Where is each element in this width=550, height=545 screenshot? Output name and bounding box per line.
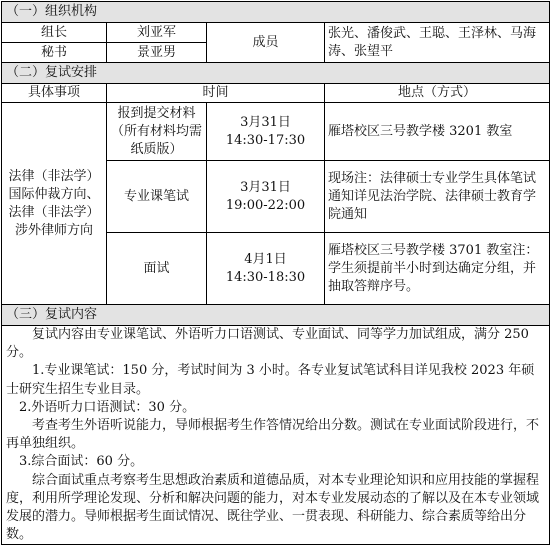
schedule-date: 3月31日 [240, 179, 291, 195]
secretary-label: 秘书 [2, 43, 107, 63]
schedule-item: 报到提交材料（所有材料均需纸质版） [107, 103, 207, 161]
content-paragraph: 2.外语听力口语测试：30 分。 [19, 399, 196, 415]
admission-table [1, 1, 550, 545]
content-paragraph: 综合面试重点考察考生思想政治素质和道德品质，对本专业理论知识和应用技能的掌握程度，利用所学理论发现、分析和解决问题的能力，对本专业发展动态的了解以及在本专业领域发展的潜力。导师根据考生面试情况、既往学业、一贯表现、科研能力、综合素质等给出分数。 [6, 472, 540, 543]
secretary-name: 景亚男 [107, 43, 207, 63]
content-paragraph: 考查考生外语听说能力，导师根据考生作答情况给出分数。测试在专业面试阶段进行，不再单独组织。 [6, 418, 540, 452]
schedule-place: 雁塔校区三号教学楼 3701 教室注：学生须提前半小时到达确定分组，并抽取答辩序号。 [325, 233, 550, 305]
content-paragraph: 复试内容由专业课笔试、外语听力口语测试、专业面试、同等学力加试组成，满分 250 分。 [6, 327, 529, 361]
schedule-item: 专业课笔试 [107, 161, 207, 233]
schedule-date: 3月31日 [240, 114, 291, 130]
leader-label: 组长 [2, 23, 107, 43]
col-header-time: 时间 [107, 84, 325, 103]
section-content-title: （三）复试内容 [2, 305, 550, 326]
schedule-place: 现场注：法律硕士专业学生具体笔试通知详见法治学院、法律硕士教育学院通知 [325, 161, 550, 233]
schedule-place: 雁塔校区三号教学楼 3201 教室 [325, 103, 550, 161]
members-label: 成员 [207, 23, 325, 63]
content-body [2, 326, 550, 545]
schedule-hours: 14:30-18:30 [225, 269, 306, 285]
col-header-item: 具体事项 [2, 84, 107, 103]
schedule-hours: 14:30-17:30 [225, 132, 306, 148]
schedule-time [207, 103, 325, 161]
content-paragraph: 1.专业课笔试：150 分，考试时间为 3 小时。各专业复试笔试科目详见我校 2023 年硕士研究生招生专业目录。 [6, 363, 535, 397]
schedule-item: 面试 [107, 233, 207, 305]
content-paragraph: 3.综合面试：60 分。 [19, 454, 144, 470]
col-header-place: 地点（方式） [325, 84, 550, 103]
schedule-time [207, 233, 325, 305]
leader-name: 刘亚军 [107, 23, 207, 43]
schedule-time [207, 161, 325, 233]
schedule-date: 4月1日 [244, 251, 287, 267]
section-schedule-title: （二）复试安排 [2, 63, 550, 84]
schedule-hours: 19:00-22:00 [225, 197, 306, 213]
section-organization-title: （一）组织机构 [2, 2, 550, 23]
direction-cell: 法律（非法学）国际仲裁方向、法律（非法学）涉外律师方向 [2, 103, 107, 305]
members-names: 张光、潘俊武、王聪、王泽林、马海涛、张望平 [325, 23, 550, 63]
